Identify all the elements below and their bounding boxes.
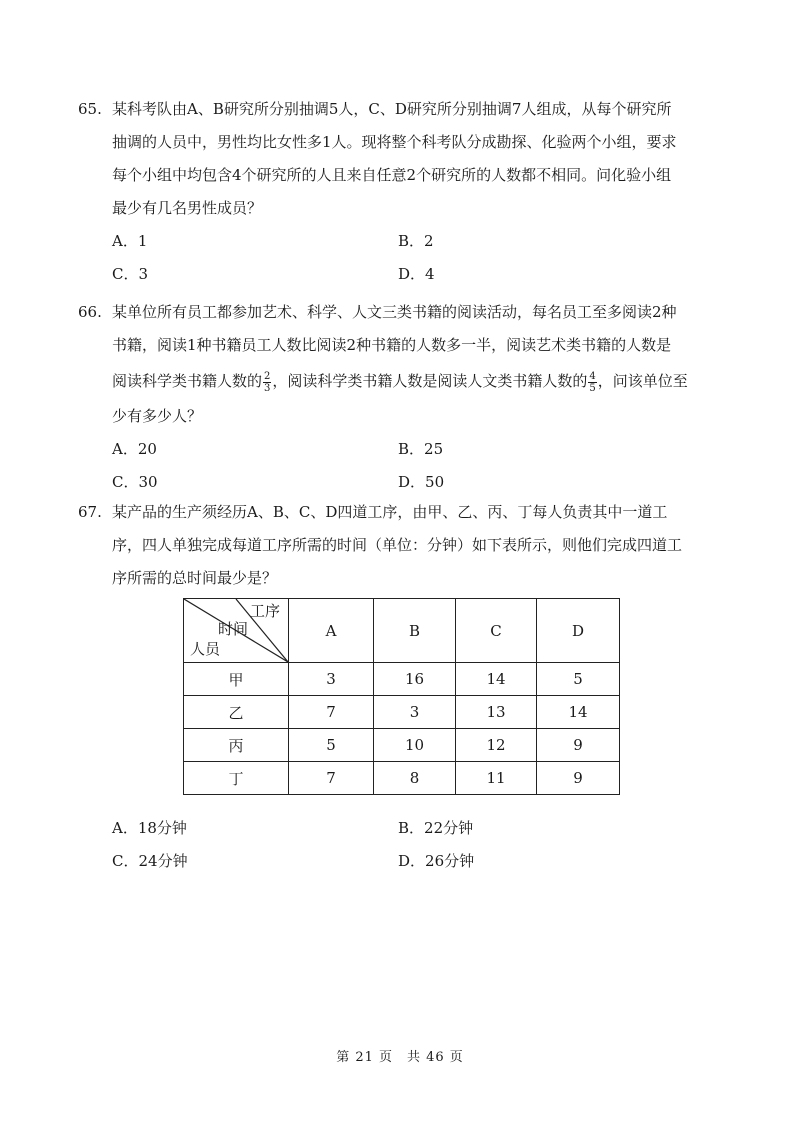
question-text-line: 每个小组中均包含4个研究所的人且来自任意2个研究所的人数都不相同。问化验小组 <box>112 166 672 184</box>
table-cell: 10 <box>374 729 456 762</box>
table-row <box>184 696 620 729</box>
row-header: 丁 <box>184 762 289 795</box>
question-number: 66. <box>78 303 102 321</box>
question-number: 65. <box>78 100 102 118</box>
option-a[interactable]: A．18分钟 <box>112 819 187 837</box>
row-header: 甲 <box>184 663 289 696</box>
corner-label-person: 人员 <box>190 640 221 658</box>
corner-label-time: 时间 <box>218 620 249 638</box>
options-row <box>78 433 728 466</box>
column-header: A <box>289 599 374 663</box>
fraction-four-fifths: $\frac{4}{5}$ <box>589 370 596 394</box>
options-row <box>78 258 728 291</box>
row-header: 乙 <box>184 696 289 729</box>
question-text-line: 序，四人单独完成每道工序所需的时间（单位：分钟）如下表所示，则他们完成四道工 <box>112 536 683 554</box>
question-number: 67. <box>78 503 102 521</box>
table-header-row <box>184 599 620 663</box>
question-text-line: 某单位所有员工都参加艺术、科学、人文三类书籍的阅读活动，每名员工至多阅读2种 <box>112 303 677 321</box>
table-cell: 5 <box>289 729 374 762</box>
question-text-line: 书籍，阅读1种书籍员工人数比阅读2种书籍的人数多一半，阅读艺术类书籍的人数是 <box>112 336 672 354</box>
table-cell: 14 <box>537 696 620 729</box>
option-b[interactable]: B．2 <box>398 232 434 250</box>
row-header: 丙 <box>184 729 289 762</box>
table-cell: 11 <box>456 762 537 795</box>
table-cell: 5 <box>537 663 620 696</box>
table-cell: 16 <box>374 663 456 696</box>
table-row <box>184 729 620 762</box>
table-corner-cell <box>184 599 289 663</box>
table-cell: 9 <box>537 729 620 762</box>
table-cell: 3 <box>289 663 374 696</box>
question-67 <box>78 496 728 595</box>
question-text-line: 序所需的总时间最少是？ <box>112 569 278 587</box>
column-header: B <box>374 599 456 663</box>
question-text-line: 少有多少人？ <box>112 407 203 425</box>
table-cell: 3 <box>374 696 456 729</box>
table-row <box>184 663 620 696</box>
option-d[interactable]: D．4 <box>398 265 435 283</box>
options-row <box>78 225 728 258</box>
table-cell: 8 <box>374 762 456 795</box>
table-cell: 9 <box>537 762 620 795</box>
option-b[interactable]: B．22分钟 <box>398 819 474 837</box>
question-65 <box>78 93 728 291</box>
time-table <box>183 598 620 795</box>
fraction-two-thirds: $\frac{2}{3}$ <box>264 370 271 394</box>
option-b[interactable]: B．25 <box>398 440 444 458</box>
page-footer: 第 21 页 共 46 页 <box>336 1050 464 1065</box>
table-cell: 14 <box>456 663 537 696</box>
column-header: C <box>456 599 537 663</box>
options-row <box>78 466 728 499</box>
question-text-line: 阅读科学类书籍人数的 $\frac{2}{3}$ ，阅读科学类书籍人数是阅读人文类书籍人数的 $\frac{4}{5}$ ，问该单位至 <box>112 370 688 394</box>
question-66 <box>78 296 728 499</box>
column-header: D <box>537 599 620 663</box>
option-d[interactable]: D．26分钟 <box>398 852 475 870</box>
option-a[interactable]: A．1 <box>112 232 148 250</box>
table-cell: 12 <box>456 729 537 762</box>
option-c[interactable]: C．3 <box>112 265 149 283</box>
table-cell: 13 <box>456 696 537 729</box>
table-row <box>184 762 620 795</box>
options-row <box>78 812 728 845</box>
question-text-line: 抽调的人员中，男性均比女性多1人。现将整个科考队分成勘探、化验两个小组，要求 <box>112 133 677 151</box>
question-text-line: 最少有几名男性成员？ <box>112 199 263 217</box>
option-d[interactable]: D．50 <box>398 473 445 491</box>
option-c[interactable]: C．24分钟 <box>112 852 188 870</box>
corner-label-process: 工序 <box>250 602 281 620</box>
options-row <box>78 845 728 878</box>
table-cell: 7 <box>289 696 374 729</box>
option-c[interactable]: C．30 <box>112 473 158 491</box>
question-text-line: 某产品的生产须经历A、B、C、D四道工序，由甲、乙、丙、丁每人负责其中一道工 <box>112 503 668 521</box>
question-text-line: 某科考队由A、B研究所分别抽调5人，C、D研究所分别抽调7人组成，从每个研究所 <box>112 100 672 118</box>
question-67-options <box>78 812 728 878</box>
option-a[interactable]: A．20 <box>112 440 157 458</box>
table-cell: 7 <box>289 762 374 795</box>
